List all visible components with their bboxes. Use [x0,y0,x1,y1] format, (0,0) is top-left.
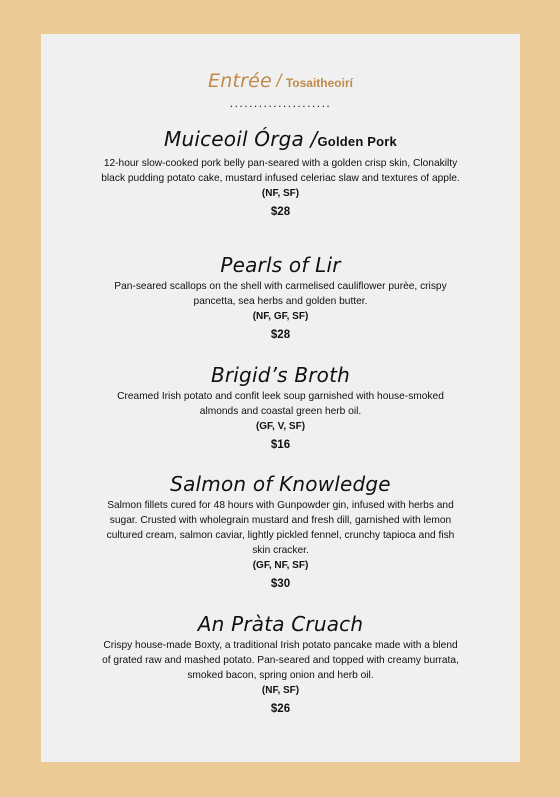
menu-item-dietary-tags: (GF, V, SF) [255,421,306,432]
menu-item-price: $30 [270,578,291,590]
menu-item-salmon-of-knowledge [41,472,520,590]
section-title-slash: / [276,71,282,91]
menu-item-price: $28 [270,329,291,341]
menu-item-brigids-broth [41,363,520,451]
menu-item-description: Salmon fillets cured for 48 hours with Gunpowder gin, infused with herbs and sugar. Crusted with wholegrain mustard and fresh dill, garnished with lemon cultured cream, salmon caviar, lightly pickled fennel, crunchy tapioca and fish skin cracker. [106,500,455,556]
menu-item-price: $26 [270,703,291,715]
menu-item-alt-name: Golden Pork [317,134,397,149]
dotted-divider: ..................... [229,96,332,110]
menu-item-price: $16 [270,439,291,451]
menu-item-golden-pork [41,127,520,218]
menu-item-description: 12-hour slow-cooked pork belly pan-seared with a golden crisp skin, Clonakilty black pudding potato cake, mustard infused celeriac slaw and textures of apple. [101,158,460,184]
menu-item-name: Brigid’s Broth [210,363,351,387]
menu-item-price: $28 [270,206,291,218]
menu-item-pearls-of-lir [41,253,520,341]
section-header [41,70,520,92]
menu-item-name [41,127,520,154]
menu-item-description: Crispy house-made Boxty, a traditional Irish potato pancake made with a blend of grated raw and mashed potato. Pan-seared and topped with creamy burrata, smoked bacon, spring onion and herb oil. [102,640,459,681]
menu-item-dietary-tags: (NF, SF) [261,188,300,199]
menu-item-dietary-tags: (GF, NF, SF) [252,560,309,571]
menu-card [41,34,520,762]
menu-item-name: Salmon of Knowledge [170,472,391,496]
menu-item-title: Muiceoil Órga / [163,127,318,151]
menu-item-dietary-tags: (NF, GF, SF) [252,311,309,322]
section-subtitle: Tosaitheoirí [285,76,353,90]
section-title: Entrée [208,70,272,92]
menu-item-name: Pearls of Lir [220,253,341,277]
menu-item-dietary-tags: (NF, SF) [261,685,300,696]
menu-item-description: Creamed Irish potato and confit leek soup garnished with house-smoked almonds and coastal green herb oil. [117,391,444,417]
menu-item-name: An Pràta Cruach [197,612,364,636]
menu-item-description: Pan-seared scallops on the shell with carmelised cauliflower purèe, crispy pancetta, sea herbs and golden butter. [114,281,447,307]
menu-item-an-prata-cruach [41,612,520,715]
